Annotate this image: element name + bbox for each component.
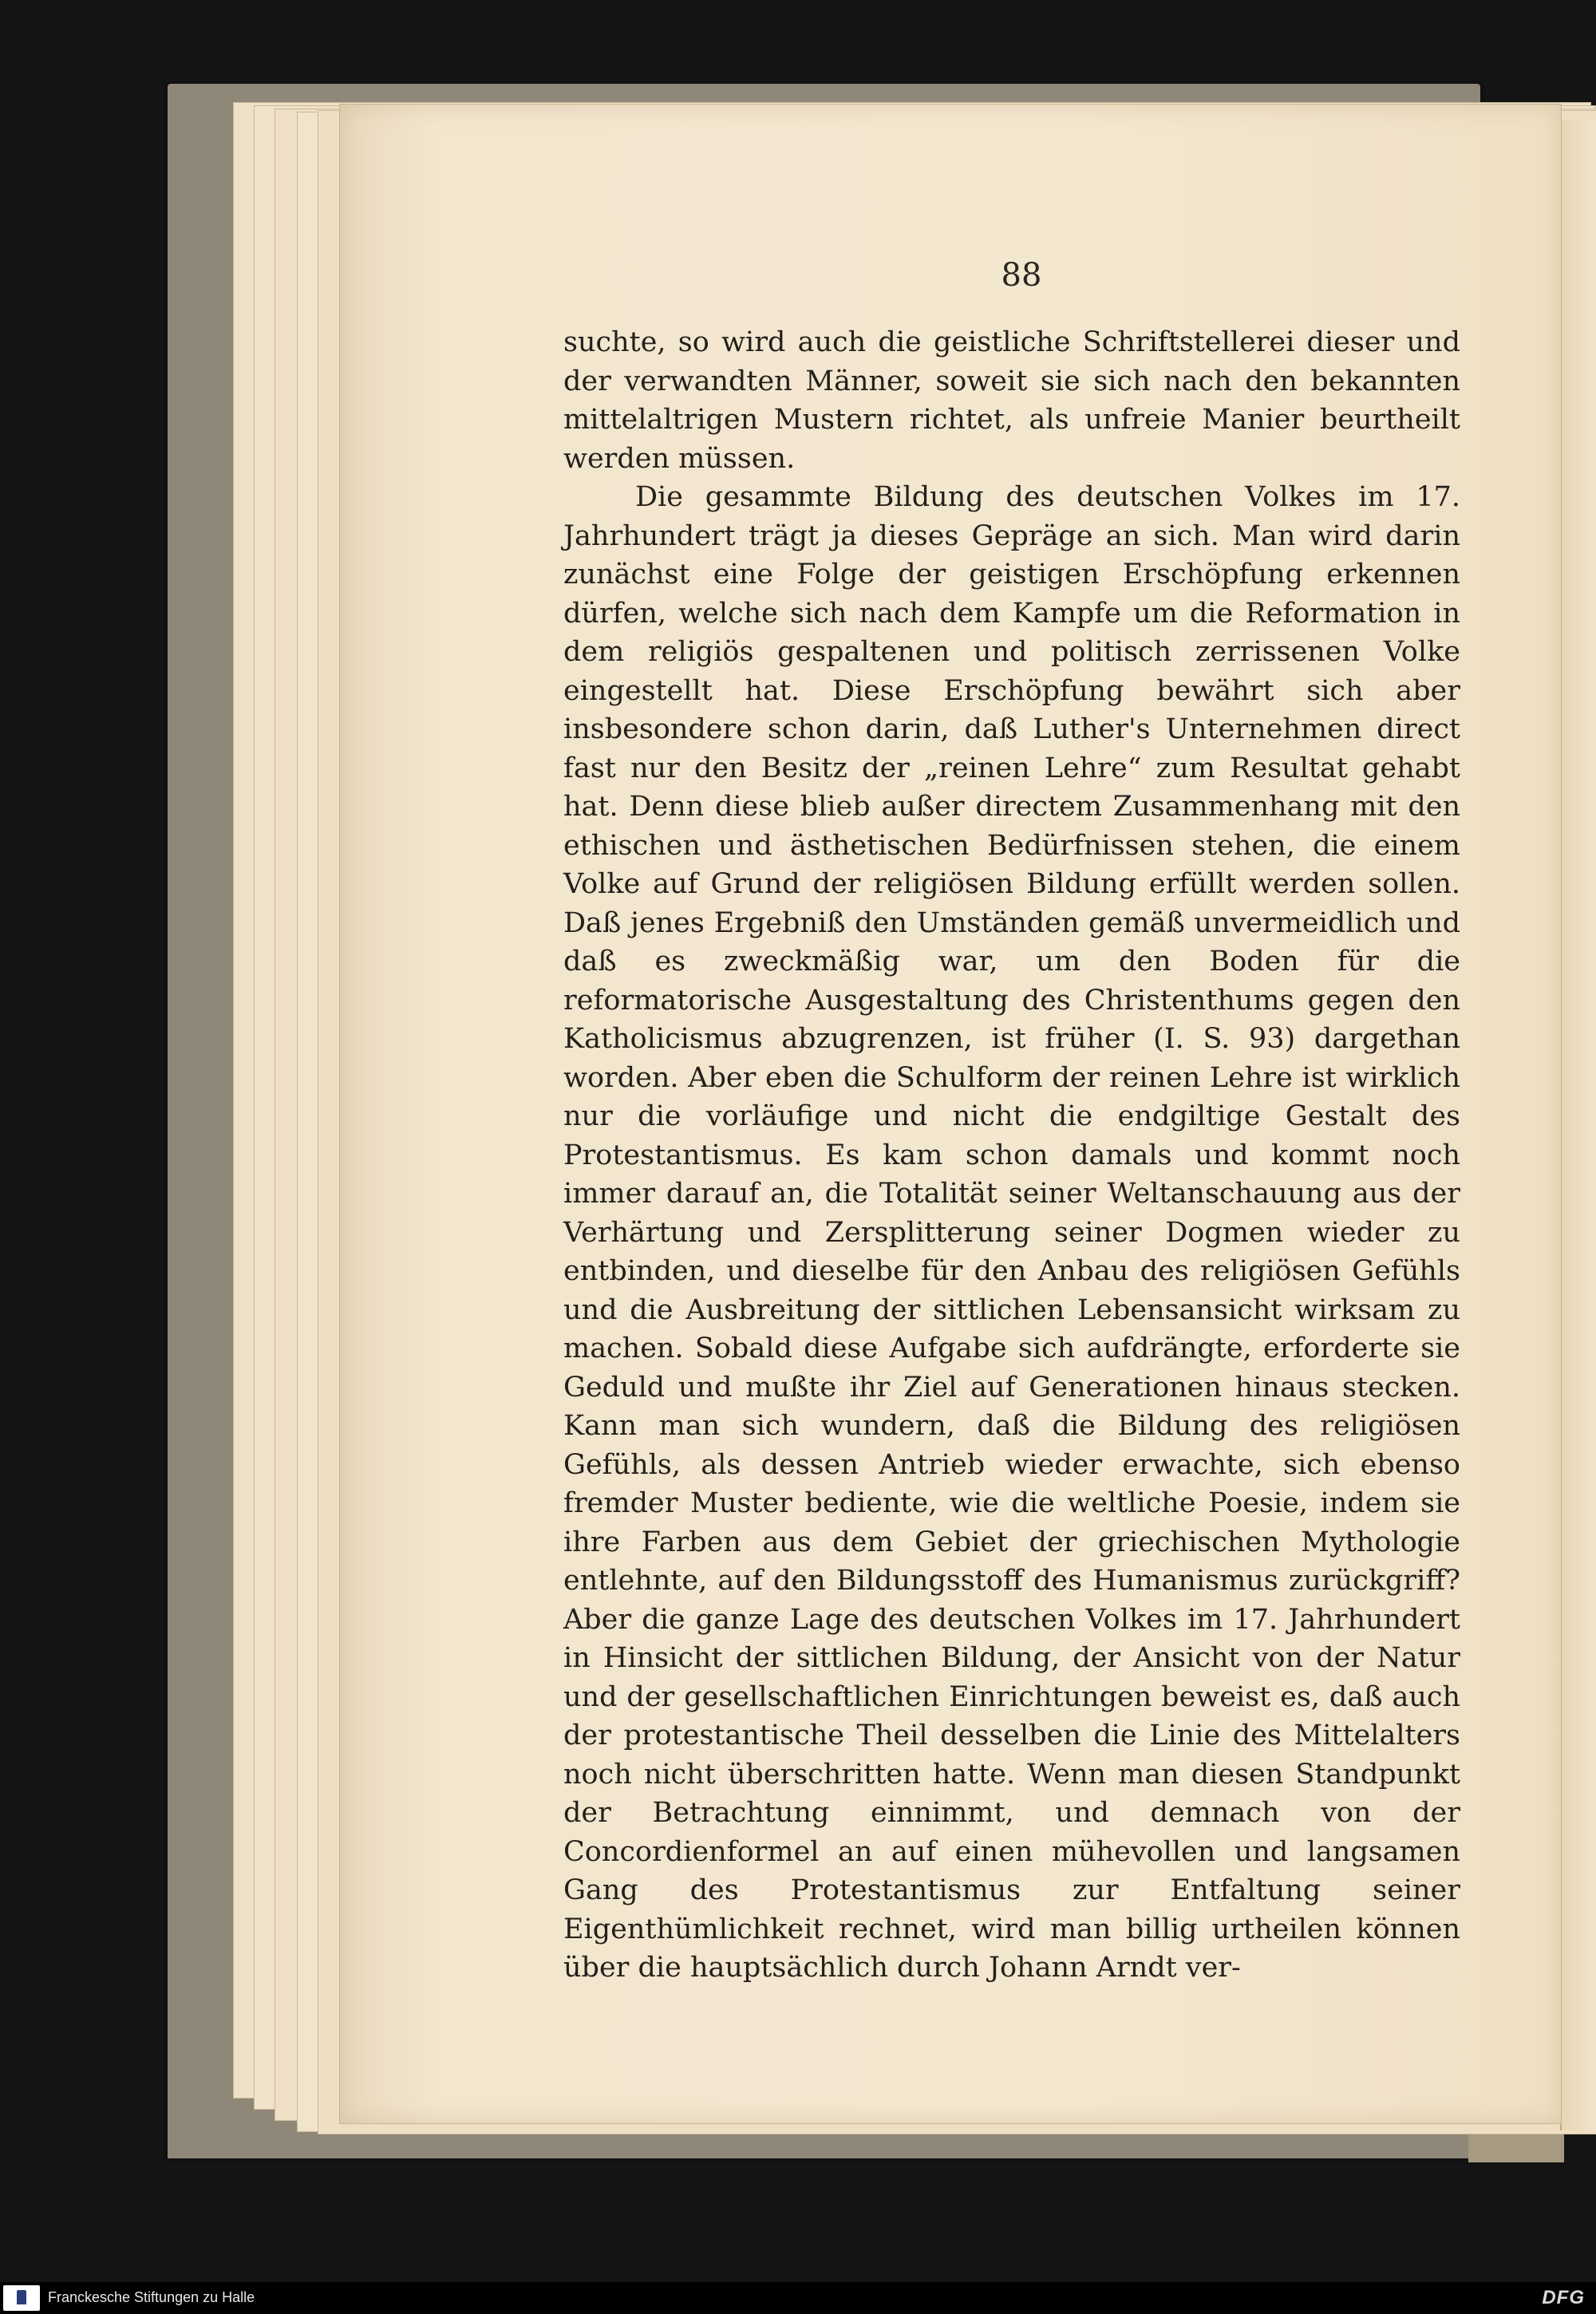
page-body-text [563,323,1460,1988]
institution-label: Franckesche Stiftungen zu Halle [48,2289,255,2305]
paragraph: suchte, so wird auch die geistliche Schriftstellerei dieser und der verwandten Männer, soweit sie sich nach den bekannten mittelaltrigen Mustern richtet, als unfreie Manier beurtheilt werden müssen. [563,326,1460,475]
page-number: 88 [1001,257,1042,294]
francke-logo-icon [3,2285,40,2311]
viewer-footer [0,2282,1596,2314]
paragraph: Die gesammte Bildung des deutschen Volkes im 17. Jahrhundert trägt ja dieses Gepräge an sich. Man wird darin zunächst eine Folge der geistigen Erschöpfung erkennen dürfen, welche sich nach dem Kampfe um die Reformation in dem religiös gespaltenen und politisch zerrissenen Volke eingestellt hat. Diese Erschöpfung bewährt sich aber insbesondere schon darin, daß Luther's Unternehmen direct fast nur den Besitz der „reinen Lehre“ zum Resultat gehabt hat. Denn diese blieb außer directem Zusammenhang mit den ethischen und ästhetischen Bedürfnissen stehen, die einem Volke auf Grund der religiösen Bildung erfüllt werden sollen. Daß jenes Ergebniß den Umständen gemäß unvermeidlich und daß es zweckmäßig war, um den Boden für die reformatorische Ausgestaltung des Christenthums gegen den Katholicismus abzugrenzen, ist früher (I. S. 93) dargethan worden. Aber eben die Schulform der reinen Lehre ist wirklich nur die vorläufige und nicht die endgiltige Gestalt des Protestantismus. Es kam schon damals und kommt noch immer darauf an, die Totalität seiner Weltanschauung aus der Verhärtung und Zersplitterung seiner Dogmen wieder zu entbinden, und dieselbe für den Anbau des religiösen Gefühls und die Ausbreitung der sittlichen Lebensansicht wirksam zu machen. Sobald diese Aufgabe sich aufdrängte, erforderte sie Geduld und mußte ihr Ziel auf Generationen hinaus stecken. Kann man sich wundern, daß die Bildung des religiösen Gefühls, als dessen Antrieb wieder erwachte, sich ebenso fremder Muster bediente, wie die weltliche Poesie, indem sie ihre Farben aus dem Gebiet der griechischen Mythologie entlehnte, auf den Bildungsstoff des Humanismus zurückgriff? Aber die ganze Lage des deutschen Volkes im 17. Jahrhundert in Hinsicht der sittlichen Bildung, der Ansicht von der Natur und der gesellschaftlichen Einrichtungen beweist es, daß auch der protestantische Theil desselben die Linie des Mittelalters noch nicht überschritten hatte. Wenn man diesen Standpunkt der Betrachtung einnimmt, und demnach von der Concordienformel an auf einen mühevollen und langsamen Gang des Protestantismus zur Entfaltung seiner Eigenthümlichkeit rechnet, wird man billig urtheilen können über die hauptsächlich durch Johann Arndt ver- [563,481,1460,1984]
dfg-logo: DFG [1542,2287,1585,2308]
facing-page-edge [1560,120,1596,2130]
